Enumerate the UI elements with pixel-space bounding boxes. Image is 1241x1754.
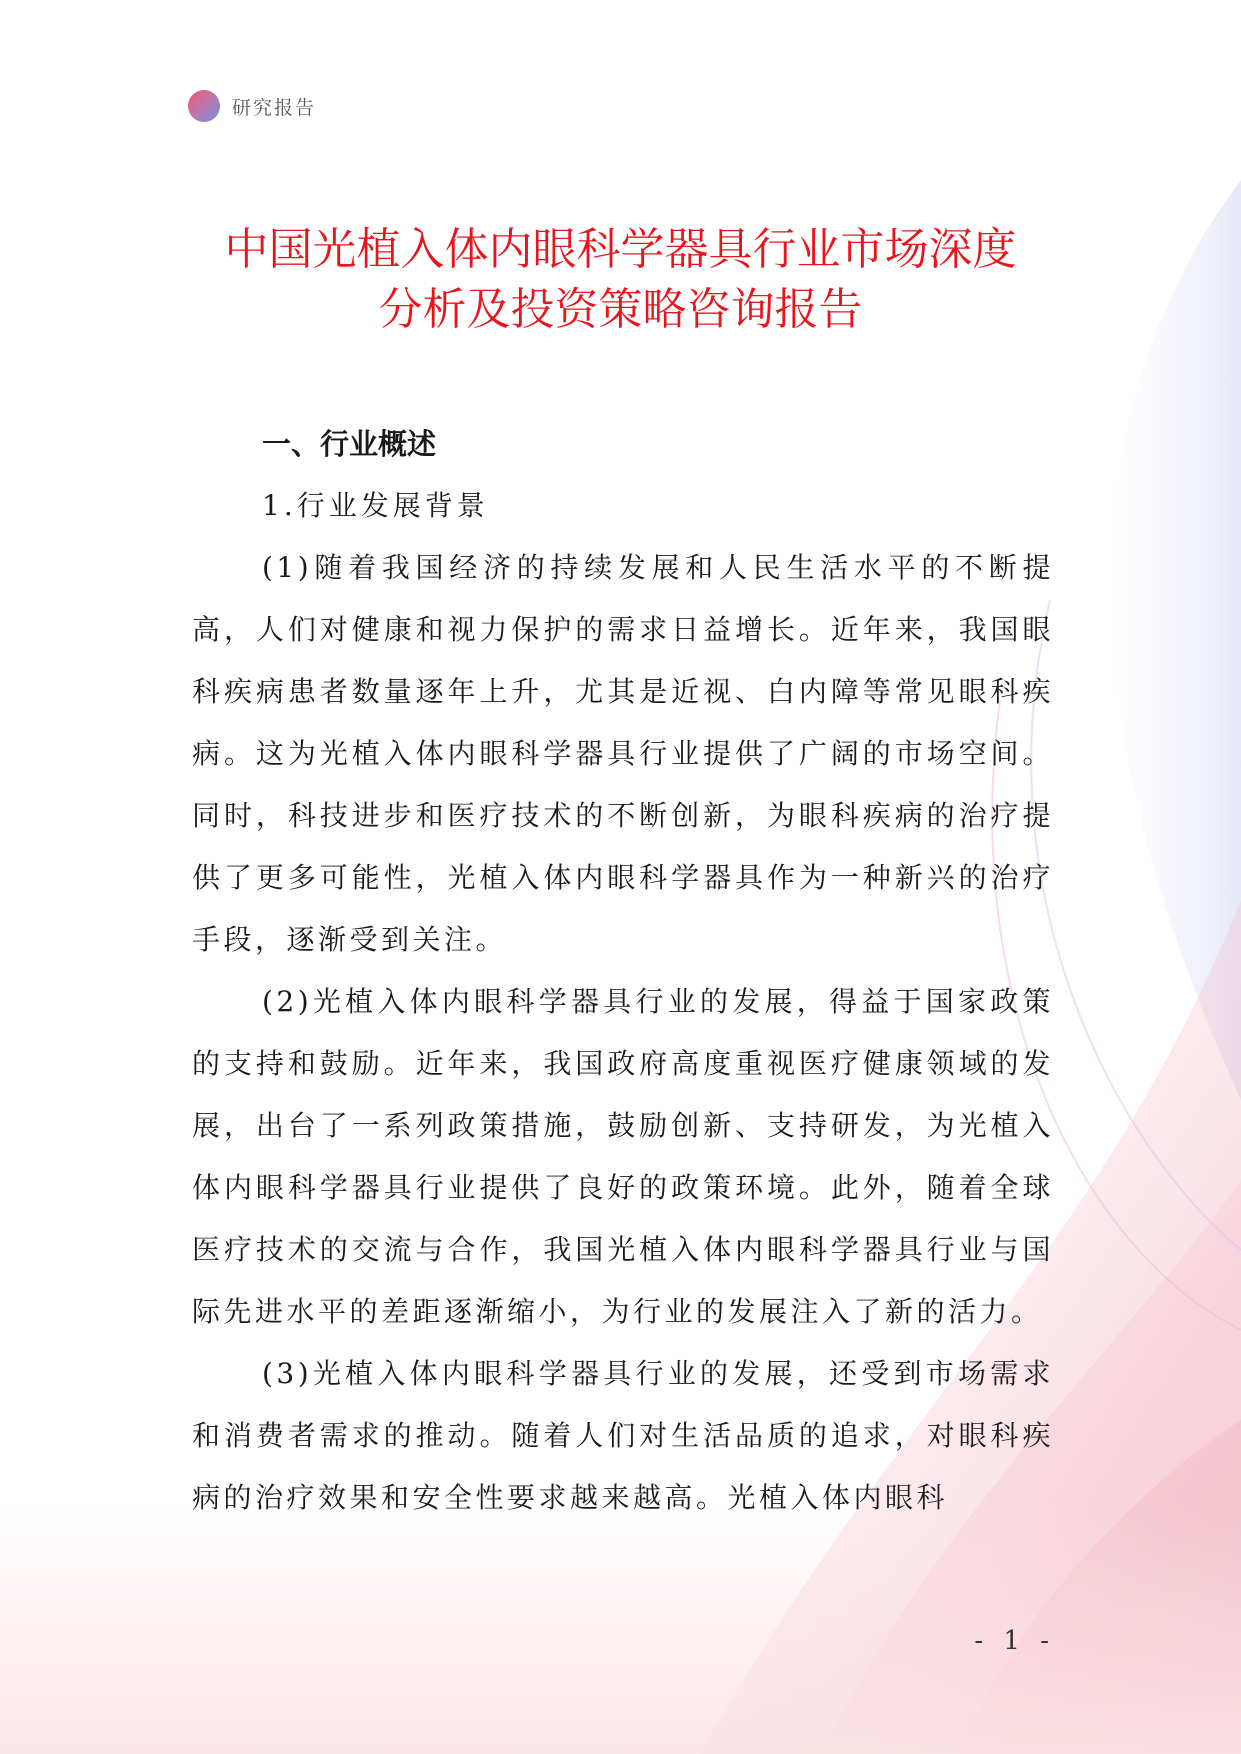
paragraph-1: (1)随着我国经济的持续发展和人民生活水平的不断提高，人们对健康和视力保护的需求日益增长。近年来，我国眼科疾病患者数量逐年上升，尤其是近视、白内障等常见眼科疾病。这为光植入体内眼科学器具行业提供了广阔的市场空间。同时，科技进步和医疗技术的不断创新，为眼科疾病的治疗提供了更多可能性，光植入体内眼科学器具作为一种新兴的治疗手段，逐渐受到关注。 — [192, 551, 1054, 956]
paragraph-2: (2)光植入体内眼科学器具行业的发展，得益于国家政策的支持和鼓励。近年来，我国政府高度重视医疗健康领域的发展，出台了一系列政策措施，鼓励创新、支持研发，为光植入体内眼科学器具行业提供了良好的政策环境。此外，随着全球医疗技术的交流与合作，我国光植入体内眼科学器具行业与国际先进水平的差距逐渐缩小，为行业的发展注入了新的活力。 — [192, 985, 1054, 1328]
title-line-2: 分析及投资策略咨询报告 — [378, 284, 863, 335]
paragraph-3: (3)光植入体内眼科学器具行业的发展，还受到市场需求和消费者需求的推动。随着人们对生活品质的追求，对眼科疾病的治疗效果和安全性要求越来越高。光植入体内眼科 — [192, 1357, 1054, 1514]
header-label: 研究报告 — [232, 96, 317, 119]
section-heading: 一、行业概述 — [262, 427, 437, 461]
title-line-1: 中国光植入体内眼科学器具行业市场深度 — [224, 224, 1017, 275]
document-body — [192, 413, 1054, 1529]
page-number: - 1 - — [974, 1626, 1055, 1656]
document-title — [0, 220, 1241, 340]
section-subheading: 1.行业发展背景 — [262, 489, 489, 522]
logo-icon — [188, 90, 220, 122]
report-header — [188, 88, 316, 124]
